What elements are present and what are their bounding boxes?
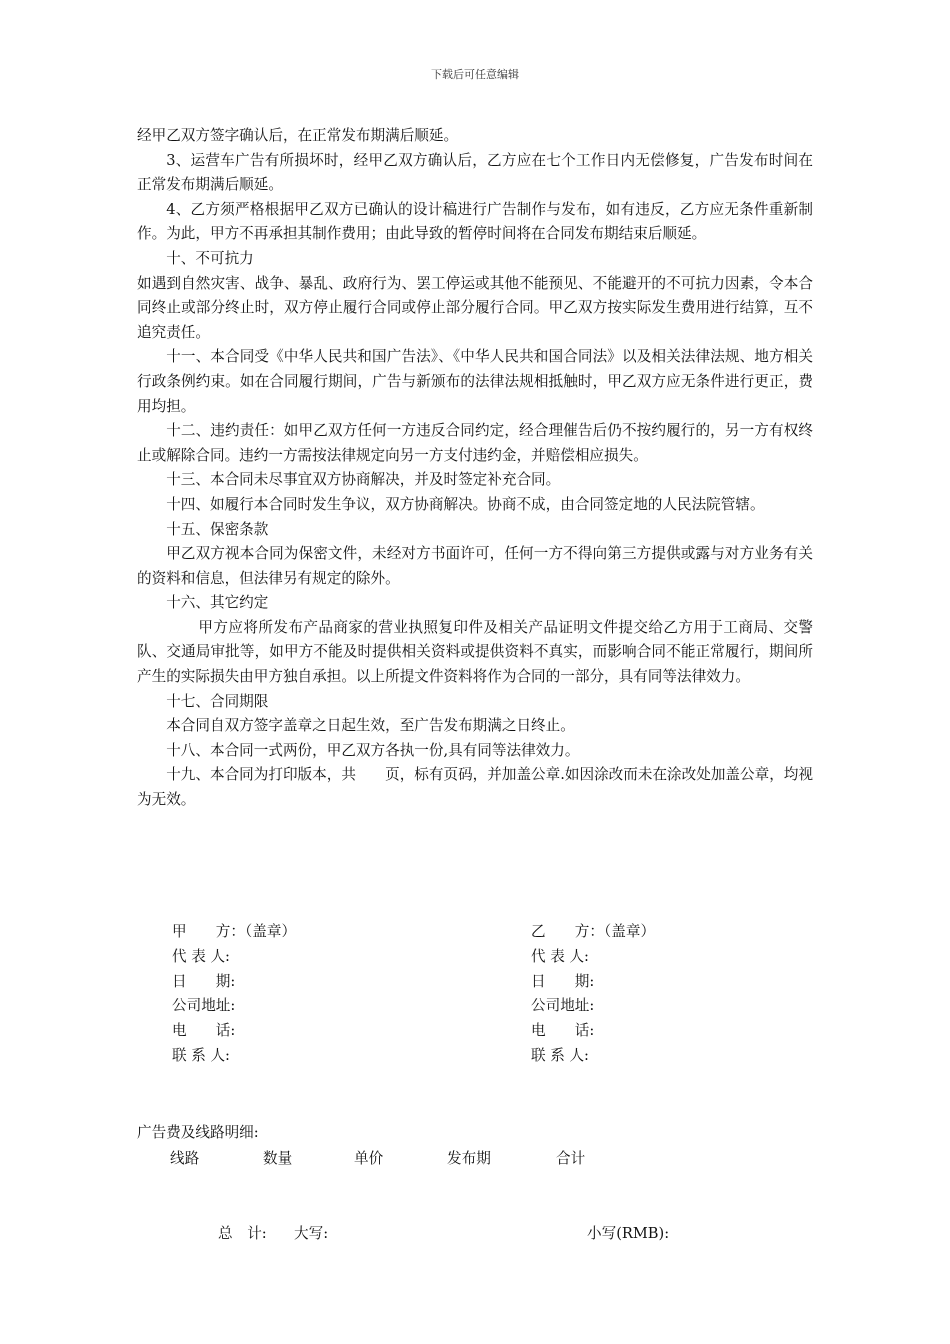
party-a-representative-field: 代 表 人: bbox=[172, 947, 230, 965]
paragraph: 十八、本合同一式两份，甲乙双方各执一份,具有同等法律效力。 bbox=[166, 741, 580, 759]
party-a-name-field: 甲 方：（盖章） bbox=[172, 923, 297, 940]
party-b-contact-field: 联 系 人: bbox=[531, 1046, 589, 1064]
paragraph: 十三、本合同未尽事宜双方协商解决，并及时签定补充合同。 bbox=[166, 471, 561, 489]
fee-header-total: 合计 bbox=[556, 1150, 586, 1167]
fee-header-period: 发布期 bbox=[447, 1150, 491, 1167]
paragraph: 十四、如履行本合同时发生争议，双方协商解决。协商不成，由合同签定地的人民法院管辖。 bbox=[166, 495, 765, 513]
paragraph: 经甲乙双方签字确认后，在正常发布期满后顺延。 bbox=[137, 127, 459, 144]
fee-details-title: 广告费及线路明细: bbox=[137, 1124, 259, 1141]
paragraph: 甲方应将所发布产品商家的营业执照复印件及相关产品证明文件提交给乙方用于工商局、交警队、交通局审批等，如甲方不能及时提供相关资料或提供资料不真实，而影响合同不能正常履行，期间所产生的实际损失由甲方独自承担。以上所提文件资料将作为合同的一部分，具有同等法律效力。 bbox=[137, 618, 813, 686]
party-b-phone-field: 电 话: bbox=[531, 1022, 595, 1040]
party-b-signature bbox=[531, 920, 655, 1069]
section-heading: 十六、其它约定 bbox=[166, 594, 269, 612]
fee-header-route: 线路 bbox=[170, 1150, 200, 1167]
paragraph: 十九、本合同为打印版本，共 页，标有页码，并加盖公章.如因涂改而未在涂改处加盖公章，均视为无效。 bbox=[137, 766, 813, 809]
paragraph: 十一、本合同受《中华人民共和国广告法》、《中华人民共和国合同法》以及相关法律法规、地方相关行政条例约束。如在合同履行期间，广告与新颁布的法律法规相抵触时，甲乙双方应无条件进行更正，费用均担。 bbox=[137, 348, 813, 415]
paragraph: 本合同自双方签字盖章之日起生效，至广告发布期满之日终止。 bbox=[166, 717, 575, 735]
party-a-signature bbox=[172, 920, 296, 1069]
paragraph: 4、乙方须严格根据甲乙双方已确认的设计稿进行广告制作与发布，如有违反，乙方应无条件重新制作。为此，甲方不再承担其制作费用；由此导致的暂停时间将在合同发布期结束后顺延。 bbox=[137, 200, 813, 243]
contract-body bbox=[137, 124, 813, 813]
paragraph: 甲乙双方视本合同为保密文件，未经对方书面许可，任何一方不得向第三方提供或露与对方业务有关的资料和信息，但法律另有规定的除外。 bbox=[137, 545, 813, 587]
party-a-phone-field: 电 话: bbox=[172, 1022, 236, 1040]
party-a-contact-field: 联 系 人: bbox=[172, 1046, 230, 1064]
party-b-date-field: 日 期: bbox=[531, 972, 595, 990]
paragraph: 如遇到自然灾害、战争、暴乱、政府行为、罢工停运或其他不能预见、不能避开的不可抗力因素，令本合同终止或部分终止时，双方停止履行合同或停止部分履行合同。甲乙双方按实际发生费用进行结算，互不追究责任。 bbox=[137, 274, 813, 341]
party-b-representative-field: 代 表 人: bbox=[531, 947, 589, 965]
party-b-address-field: 公司地址: bbox=[531, 997, 595, 1015]
fee-header-quantity: 数量 bbox=[263, 1150, 293, 1167]
section-heading: 十七、合同期限 bbox=[166, 692, 269, 710]
total-lower-label: 小写(RMB): bbox=[587, 1225, 670, 1242]
total-upper-label: 大写: bbox=[294, 1225, 329, 1242]
section-heading: 十、不可抗力 bbox=[166, 249, 254, 267]
paragraph: 十二、违约责任：如甲乙双方任何一方违反合同约定，经合理催告后仍不按约履行的，另一方有权终止或解除合同。违约一方需按法律规定向另一方支付违约金，并赔偿相应损失。 bbox=[137, 422, 813, 464]
party-b-name-field: 乙 方：（盖章） bbox=[531, 923, 656, 940]
party-a-address-field: 公司地址: bbox=[172, 997, 236, 1015]
page-header: 下载后可任意编辑 bbox=[431, 68, 519, 81]
section-heading: 十五、保密条款 bbox=[166, 520, 269, 538]
paragraph: 3、运营车广告有所损坏时，经甲乙双方确认后，乙方应在七个工作日内无偿修复，广告发布时间在正常发布期满后顺延。 bbox=[137, 151, 813, 194]
fee-header-unit-price: 单价 bbox=[354, 1150, 384, 1167]
total-label: 总 计: bbox=[218, 1225, 267, 1242]
party-a-date-field: 日 期: bbox=[172, 972, 236, 990]
